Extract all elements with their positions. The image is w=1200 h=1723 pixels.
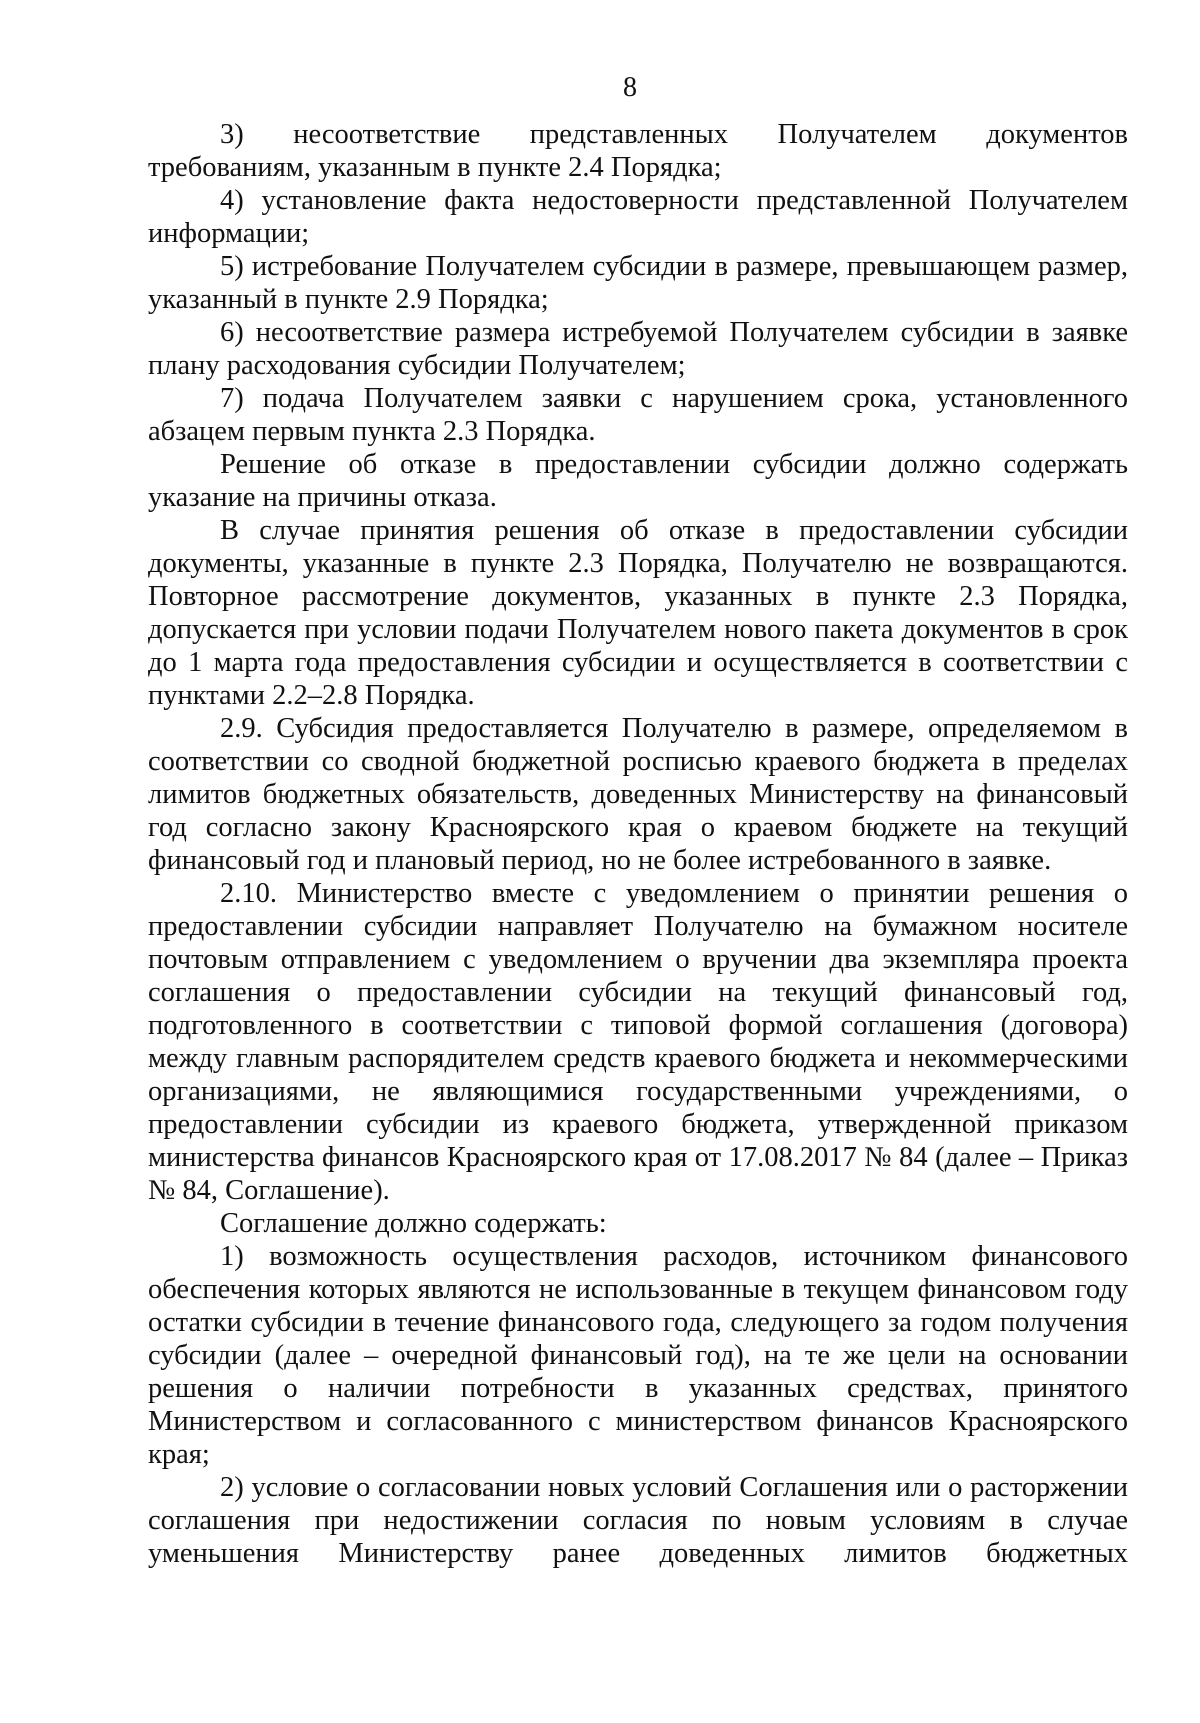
refusal-decision-paragraph: Решение об отказе в предоставлении субсидии должно содержать указание на причины отказа. <box>148 449 1128 513</box>
agreement-contents-heading: Соглашение должно содержать: <box>220 1208 607 1239</box>
clause-2-9: 2.9. Субсидия предоставляется Получателю в размере, определяемом в соответствии со сводной бюджетной росписью краевого бюджета в пределах лимитов бюджетных обязательств, доведенных Министерству на финансовый год согласно закону Красноярского края о краевом бюджете на текущий финансовый год и плановый период, но не более истребованного в заявке. <box>148 713 1128 876</box>
page-number: 8 <box>623 72 637 103</box>
list-item-7: 7) подача Получателем заявки с нарушением срока, установленного абзацем первым пункта 2.3 Порядка. <box>148 383 1128 447</box>
list-item-6: 6) несоответствие размера истребуемой Получателем субсидии в заявке плану расходования субсидии Получателем; <box>148 317 1128 381</box>
agreement-item-2: 2) условие о согласовании новых условий Соглашения или о расторжении соглашения при недостижении согласия по новым условиям в случае уменьшения Министерству ранее доведенных лимитов бюджетных <box>148 1472 1128 1569</box>
list-item-5: 5) истребование Получателем субсидии в размере, превышающем размер, указанный в пункте 2.9 Порядка; <box>148 251 1128 315</box>
list-item-4: 4) установление факта недостоверности представленной Получателем информации; <box>148 185 1128 249</box>
agreement-item-1: 1) возможность осуществления расходов, источником финансового обеспечения которых являются не использованные в текущем финансовом году остатки субсидии в течение финансового года, следующего за годом получения субсидии (далее – очередной финансовый год), на те же цели на основании решения о наличии потребности в указанных средствах, принятого Министерством и согласованного с министерством финансов Красноярского края; <box>148 1241 1128 1470</box>
refusal-documents-paragraph: В случае принятия решения об отказе в предоставлении субсидии документы, указанные в пункте 2.3 Порядка, Получателю не возвращаются. Повторное рассмотрение документов, указанных в пункте 2.3 Порядка, допускается при условии подачи Получателем нового пакета документов в срок до 1 марта года предоставления субсидии и осуществляется в соответствии с пунктами 2.2–2.8 Порядка. <box>148 515 1128 711</box>
clause-2-10: 2.10. Министерство вместе с уведомлением о принятии решения о предоставлении субсидии направляет Получателю на бумажном носителе почтовым отправлением с уведомлением о вручении два экземпляра проекта соглашения о предоставлении субсидии на текущий финансовый год, подготовленного в соответствии с типовой формой соглашения (договора) между главным распорядителем средств краевого бюджета и некоммерческими организациями, не являющимися государственными учреждениями, о предоставлении субсидии из краевого бюджета, утвержденной приказом министерства финансов Красноярского края от 17.08.2017 № 84 (далее – Приказ № 84, Соглашение). <box>148 878 1128 1206</box>
document-body <box>148 118 1128 1570</box>
list-item-3: 3) несоответствие представленных Получателем документов требованиям, указанным в пункте 2.4 Порядка; <box>148 119 1128 183</box>
